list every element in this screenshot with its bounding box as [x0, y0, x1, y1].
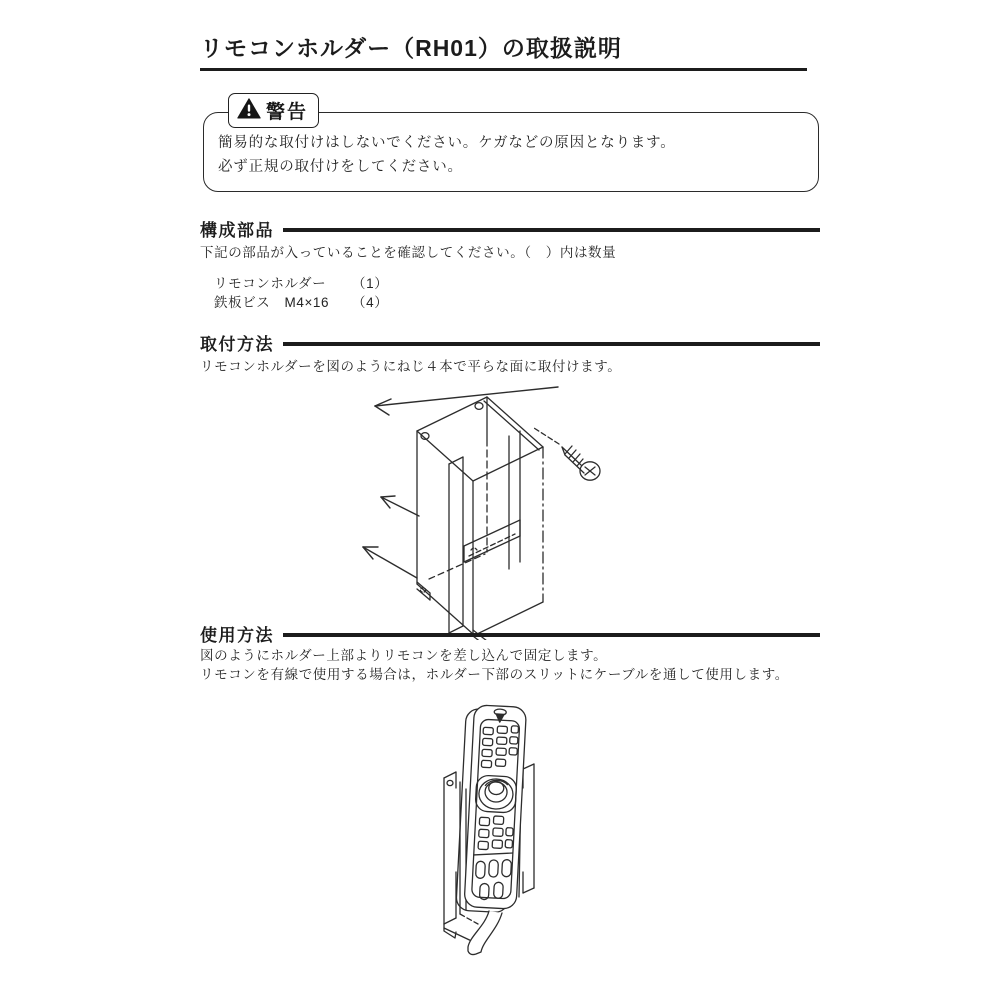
usage-heading-rule [283, 633, 820, 637]
components-heading-rule [283, 228, 820, 232]
part-row [214, 291, 388, 310]
screw-icon [534, 428, 600, 480]
warning-badge [228, 93, 319, 128]
installation-heading: 取付方法 [200, 335, 274, 354]
installation-section-header [200, 330, 820, 355]
part-row [214, 272, 388, 291]
warning-box [203, 102, 819, 192]
page-title: リモコンホルダー（RH01）の取扱説明 [200, 35, 622, 61]
usage-section-header [200, 621, 820, 646]
part-name: 鉄板ビス M4×16 [214, 294, 330, 310]
warning-triangle-icon [237, 98, 261, 124]
components-heading: 構成部品 [200, 221, 274, 240]
warning-text-line: 簡易的な取付けはしないでください。ケガなどの原因となります。 [218, 135, 676, 151]
part-quantity: （4） [352, 294, 389, 310]
part-quantity: （1） [352, 275, 389, 291]
usage-heading: 使用方法 [200, 626, 274, 645]
usage-instructions [200, 646, 789, 684]
part-name: リモコンホルダー [214, 275, 327, 291]
parts-list [214, 272, 388, 310]
installation-instructions: リモコンホルダーを図のようにねじ４本で平らな面に取付けます。 [200, 359, 622, 374]
usage-text-line: リモコンを有線で使用する場合は，ホルダー下部のスリットにケーブルを通して使用します。 [200, 667, 789, 682]
components-section-header [200, 216, 820, 241]
installation-heading-rule [283, 342, 820, 346]
usage-text-line: 図のようにホルダー上部よりリモコンを差し込んで固定します。 [200, 648, 608, 663]
screw-direction-arrows [363, 387, 558, 578]
usage-diagram [420, 692, 600, 992]
warning-text-line: 必ず正規の取付けをしてください。 [218, 159, 463, 175]
components-intro: 下記の部品が入っていることを確認してください。（ ）内は数量 [200, 245, 617, 260]
installation-diagram [337, 384, 647, 640]
warning-badge-label: 警告 [266, 102, 309, 123]
remote-cable [468, 911, 502, 955]
title-underline [200, 68, 807, 71]
